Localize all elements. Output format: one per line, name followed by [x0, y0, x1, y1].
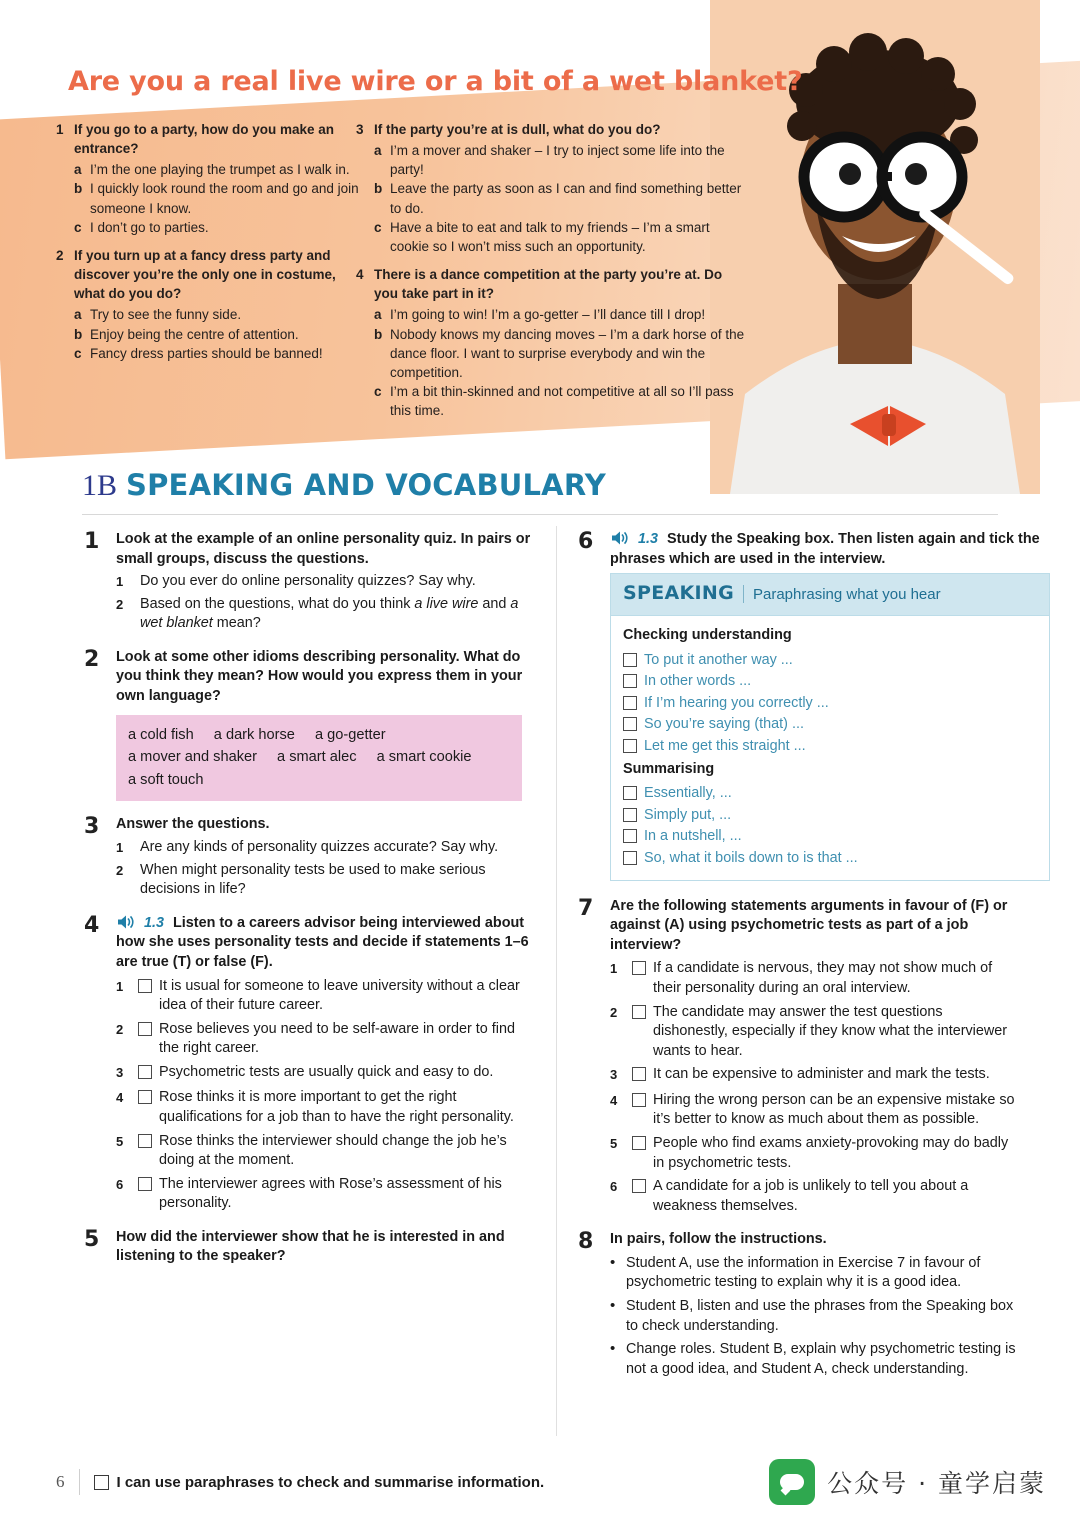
statement-text: The interviewer agrees with Rose’s assessment of his personality.: [159, 1175, 502, 1212]
statement-number: 3: [610, 1067, 618, 1083]
idiom-row: [128, 769, 510, 792]
exercise-instruction: How did the interviewer show that he is interested in and listening to the speaker?: [116, 1228, 505, 1265]
statement-number: 5: [610, 1135, 618, 1151]
exercise-instruction: Are the following statements arguments in favour of (F) or against (A) using psychometric tests as part of a job interview?: [610, 897, 1008, 953]
statement-number: 2: [116, 1021, 124, 1037]
sub-item-text: [140, 595, 536, 634]
phrase-group-heading: Checking understanding: [623, 626, 792, 643]
quiz-question-text: If the party you’re at is dull, what do you do?: [374, 122, 661, 137]
can-do-text: I can use paraphrases to check and summarise information.: [116, 1473, 545, 1491]
idiom-item: a soft touch: [128, 771, 204, 788]
exercise-instruction: Answer the questions.: [116, 816, 270, 833]
true-false-checkbox[interactable]: [138, 1134, 152, 1148]
favour-against-checkbox[interactable]: [632, 1136, 646, 1150]
exercise-1: [84, 530, 536, 634]
quiz-column-right: [356, 120, 746, 429]
unit-code: 1B: [82, 469, 118, 502]
quiz-question-number: 3: [356, 122, 364, 137]
statement-number: 2: [610, 1004, 618, 1020]
exercise-number: 2: [84, 646, 100, 672]
favour-against-checkbox[interactable]: [632, 961, 646, 975]
bullet-text: Change roles. Student B, explain why psychometric testing is not a good idea, and Student A, check understanding.: [626, 1341, 1016, 1377]
exercise-number: 8: [578, 1229, 594, 1255]
quiz-option-letter: b: [374, 326, 383, 342]
quiz-question-text: If you turn up at a fancy dress party and discover you’re the only one in costume, what do you do?: [74, 247, 336, 302]
true-false-checkbox[interactable]: [138, 979, 152, 993]
sub-item-number: 1: [116, 574, 124, 590]
quiz-question-number: 1: [56, 122, 64, 137]
quiz-question-text: If you go to a party, how do you make an entrance?: [74, 122, 335, 157]
statement-text: Rose thinks it is more important to get the right qualifications for a job than to have the right personality.: [159, 1089, 514, 1125]
can-do-statement: [94, 1474, 545, 1491]
quiz-option-text: I’m going to win! I’m a go-getter – I’ll dance till I drop!: [390, 307, 706, 323]
sub-item-text-pre: Based on the questions, what do you think: [140, 595, 415, 612]
speaking-box-subtitle: Paraphrasing what you hear: [752, 586, 941, 604]
exercise-sub-item: [116, 572, 536, 592]
quiz-option-text: Nobody knows my dancing moves – I’m a dark horse of the dance floor. I want to surprise everybody and win the competition.: [390, 326, 745, 380]
statement-row: [116, 1088, 536, 1127]
statement-number: 4: [116, 1090, 124, 1106]
idiom-row: [128, 746, 510, 769]
bullet-item: [610, 1254, 1018, 1293]
phrase-row: [623, 805, 1037, 827]
content-column-right: [578, 529, 1040, 1393]
statement-text: It is usual for someone to leave university without a clear idea of their future career.: [159, 977, 520, 1014]
phrase-checkbox[interactable]: [623, 851, 637, 865]
true-false-checkbox[interactable]: [138, 1177, 152, 1191]
favour-against-checkbox[interactable]: [632, 1067, 646, 1081]
quiz-option-letter: a: [374, 143, 382, 159]
phrase-row: [623, 650, 1037, 672]
statement-text: Psychometric tests are usually quick and easy to do.: [159, 1063, 494, 1080]
statement-text: A candidate for a job is unlikely to tell you about a weakness themselves.: [653, 1178, 969, 1214]
exercise-2: [84, 648, 536, 802]
statement-text: The candidate may answer the test questions dishonestly, especially if they know what the interviewer wants to hear.: [653, 1003, 1008, 1059]
speaking-box-body: [611, 616, 1049, 880]
exercise-sub-item: [116, 595, 536, 634]
statement-row: [116, 1020, 536, 1059]
phrase-text: Essentially, ...: [644, 785, 732, 802]
idiom-item: a go-getter: [314, 726, 386, 743]
statement-number: 6: [610, 1179, 618, 1195]
quiz-question: [56, 120, 366, 237]
idiom-box: [116, 715, 522, 802]
speaker-icon[interactable]: [116, 914, 135, 930]
phrase-checkbox[interactable]: [623, 674, 637, 688]
bullet-dot: •: [610, 1297, 616, 1315]
sub-item-number: 2: [116, 596, 124, 612]
sub-item-text: Are any kinds of personality quizzes accurate? Say why.: [140, 839, 499, 856]
unit-heading: [82, 468, 606, 503]
phrase-checkbox[interactable]: [623, 808, 637, 822]
exercise-instruction: Look at some other idioms describing personality. What do you think they mean? How would you express them in your own language?: [116, 648, 523, 705]
statement-row: [116, 1063, 536, 1085]
quiz-question-number: 4: [356, 267, 364, 283]
phrase-text: If I’m hearing you correctly ...: [644, 694, 829, 711]
quiz-title: Are you a real live wire or a bit of a wet blanket?: [68, 66, 803, 97]
quiz-option-letter: c: [374, 384, 382, 400]
phrase-checkbox[interactable]: [623, 786, 637, 800]
audio-track-number: 1.3: [638, 531, 659, 547]
phrase-text: Let me get this straight ...: [644, 738, 806, 754]
statement-text: It can be expensive to administer and mark the tests.: [653, 1066, 990, 1083]
quiz-option-text: I’m a mover and shaker – I try to inject some life into the party!: [390, 143, 725, 178]
sub-item-text: Do you ever do online personality quizzes? Say why.: [140, 573, 476, 590]
heading-divider: [82, 514, 998, 515]
speaker-icon[interactable]: [610, 530, 629, 546]
exercise-8: [578, 1230, 1018, 1379]
quiz-option-letter: a: [74, 307, 82, 323]
exercise-number: 4: [84, 912, 100, 938]
sub-item-number: 2: [116, 862, 124, 878]
footer-divider: [79, 1469, 80, 1495]
exercise-number: 7: [578, 895, 594, 921]
sub-item-number: 1: [116, 840, 124, 856]
quiz-option-letter: b: [74, 326, 83, 342]
phrase-row: [623, 783, 1037, 805]
exercise-number: 6: [578, 529, 594, 554]
statement-row: [610, 959, 1018, 998]
statement-row: [610, 1177, 1018, 1216]
statement-row: [610, 1003, 1018, 1062]
phrase-text: So you’re saying (that) ...: [644, 716, 804, 733]
quiz-option-text: Have a bite to eat and talk to my friends – I’m a smart cookie so I won’t miss such an opportunity.: [390, 219, 710, 254]
exercise-number: 3: [84, 814, 100, 840]
idiom-item: a dark horse: [213, 726, 295, 743]
quiz-option-text: Fancy dress parties should be banned!: [90, 345, 323, 361]
quiz-question: [356, 265, 746, 420]
quiz-column-left: [56, 120, 366, 372]
statement-text: If a candidate is nervous, they may not show much of their personality during an oral interview.: [653, 960, 993, 996]
phrase-row: [623, 848, 1037, 870]
wechat-icon: [769, 1459, 815, 1505]
idiom-row: [128, 724, 510, 747]
quiz-option-letter: a: [374, 307, 382, 323]
quiz-option-text: Enjoy being the centre of attention.: [90, 326, 299, 342]
statement-row: [610, 1065, 1018, 1087]
quiz-question-text: There is a dance competition at the party you’re at. Do you take part in it?: [374, 267, 723, 302]
quiz-panel: [0, 0, 1080, 520]
speaking-box: [610, 573, 1050, 880]
exercise-sub-item: [116, 838, 536, 858]
exercise-7: [578, 897, 1018, 1217]
true-false-checkbox[interactable]: [138, 1022, 152, 1036]
exercise-3: [84, 815, 536, 899]
statement-text: Hiring the wrong person can be an expensive mistake so it’s better to know as much about them as possible.: [653, 1091, 1015, 1128]
statement-number: 1: [116, 978, 124, 994]
header-divider: [743, 585, 744, 603]
phrase-text: In a nutshell, ...: [644, 828, 742, 845]
quiz-option-text: I’m a bit thin-skinned and not competitive at all so I’ll pass this time.: [390, 384, 734, 419]
quiz-option-text: Leave the party as soon as I can and find something better to do.: [390, 181, 742, 216]
quiz-option-letter: c: [374, 219, 382, 235]
phrase-row: [623, 714, 1037, 736]
quiz-question: [356, 120, 746, 256]
exercise-number: 1: [84, 529, 100, 554]
statement-row: [610, 1091, 1018, 1130]
exercise-6: [578, 529, 1040, 881]
statement-number: 4: [610, 1092, 618, 1108]
exercise-sub-item: [116, 861, 536, 900]
quiz-option-text: I quickly look round the room and go and join someone I know.: [90, 181, 359, 216]
idiom-item: a cold fish: [128, 726, 194, 743]
exercise-4: [84, 914, 536, 1214]
watermark: [769, 1459, 1046, 1505]
statement-row: [116, 977, 536, 1016]
phrase-checkbox[interactable]: [623, 829, 637, 843]
quiz-option-text: Try to see the funny side.: [90, 307, 242, 323]
favour-against-checkbox[interactable]: [632, 1179, 646, 1193]
idiom-wet-blanket: a wet blanket: [140, 595, 519, 632]
bullet-text: Student B, listen and use the phrases from the Speaking box to check understanding.: [626, 1298, 1014, 1334]
exercise-instruction-text: Listen to a careers advisor being interviewed about how she uses personality tests and decide if statements 1–6 are true (T) or false (F).: [116, 914, 529, 970]
phrase-checkbox[interactable]: [623, 696, 637, 710]
phrase-text: In other words ...: [644, 673, 752, 690]
bullet-text: Student A, use the information in Exercise 7 in favour of psychometric testing to explain why it is a good idea.: [626, 1254, 981, 1291]
phrase-row: [623, 671, 1037, 693]
statement-number: 6: [116, 1176, 124, 1192]
idiom-item: a smart alec: [277, 749, 357, 766]
statement-number: 1: [610, 961, 618, 977]
exercise-instruction: [116, 914, 536, 973]
phrase-row: [623, 693, 1037, 715]
idiom-live-wire: a live wire: [414, 595, 479, 612]
quiz-option-text: I’m the one playing the trumpet as I walk in.: [90, 162, 350, 178]
quiz-option-letter: b: [74, 181, 83, 197]
audio-track-number: 1.3: [144, 914, 165, 931]
phrase-checkbox[interactable]: [623, 653, 637, 667]
quiz-option-letter: c: [74, 219, 82, 235]
column-divider: [556, 526, 557, 1436]
phrase-checkbox[interactable]: [623, 717, 637, 731]
statement-row: [116, 1132, 536, 1171]
quiz-question-number: 2: [56, 247, 64, 263]
statement-row: [116, 1175, 536, 1214]
sub-item-text-mid: and: [478, 595, 511, 612]
true-false-checkbox[interactable]: [138, 1090, 152, 1104]
phrase-row: [623, 736, 1037, 758]
statement-text: People who find exams anxiety-provoking may do badly in psychometric tests.: [653, 1134, 1009, 1171]
watermark-text: 公众号 · 童学启蒙: [827, 1469, 1046, 1498]
can-do-checkbox[interactable]: [94, 1475, 109, 1490]
quiz-option-letter: b: [374, 181, 383, 197]
phrase-checkbox[interactable]: [623, 739, 637, 753]
exercise-5: [84, 1228, 536, 1270]
favour-against-checkbox[interactable]: [632, 1005, 646, 1019]
bullet-item: [610, 1340, 1018, 1379]
sub-item-text-post: mean?: [212, 615, 261, 632]
phrase-text: So, what it boils down to is that ...: [644, 850, 858, 867]
page-number: 6: [56, 1472, 65, 1491]
exercise-instruction: Look at the example of an online personality quiz. In pairs or small groups, discuss the questions.: [116, 531, 531, 567]
true-false-checkbox[interactable]: [138, 1065, 152, 1079]
phrase-row: [623, 826, 1037, 848]
exercise-instruction: [610, 530, 1050, 569]
statement-number: 3: [116, 1064, 124, 1080]
statement-row: [610, 1134, 1018, 1173]
phrase-group-heading: Summarising: [623, 760, 715, 777]
exercise-instruction: In pairs, follow the instructions.: [610, 1231, 827, 1248]
page-footer: [56, 1469, 544, 1495]
idiom-item: a mover and shaker: [128, 749, 257, 766]
bullet-item: [610, 1297, 1018, 1336]
bullet-dot: •: [610, 1253, 616, 1271]
speaking-box-header: [611, 574, 1049, 616]
idiom-item: a smart cookie: [376, 749, 472, 766]
speaking-box-title: SPEAKING: [623, 582, 734, 605]
phrase-text: To put it another way ...: [644, 651, 793, 668]
statement-number: 5: [116, 1133, 124, 1149]
quiz-question: [56, 246, 366, 363]
favour-against-checkbox[interactable]: [632, 1093, 646, 1107]
unit-title: SPEAKING AND VOCABULARY: [126, 468, 606, 502]
statement-text: Rose thinks the interviewer should change the job he’s doing at the moment.: [159, 1132, 507, 1169]
exercise-number: 5: [84, 1226, 100, 1252]
phrase-text: Simply put, ...: [644, 806, 732, 823]
quiz-option-letter: a: [74, 162, 82, 178]
statement-text: Rose believes you need to be self-aware in order to find the right career.: [159, 1020, 515, 1057]
quiz-option-letter: c: [74, 345, 82, 361]
content-column-left: [84, 530, 536, 1284]
bullet-dot: •: [610, 1340, 616, 1358]
quiz-option-text: I don’t go to parties.: [90, 219, 209, 235]
sub-item-text: When might personality tests be used to make serious decisions in life?: [140, 861, 486, 898]
exercise-instruction-text: Study the Speaking box. Then listen again and tick the phrases which are used in the interview.: [610, 531, 1040, 567]
